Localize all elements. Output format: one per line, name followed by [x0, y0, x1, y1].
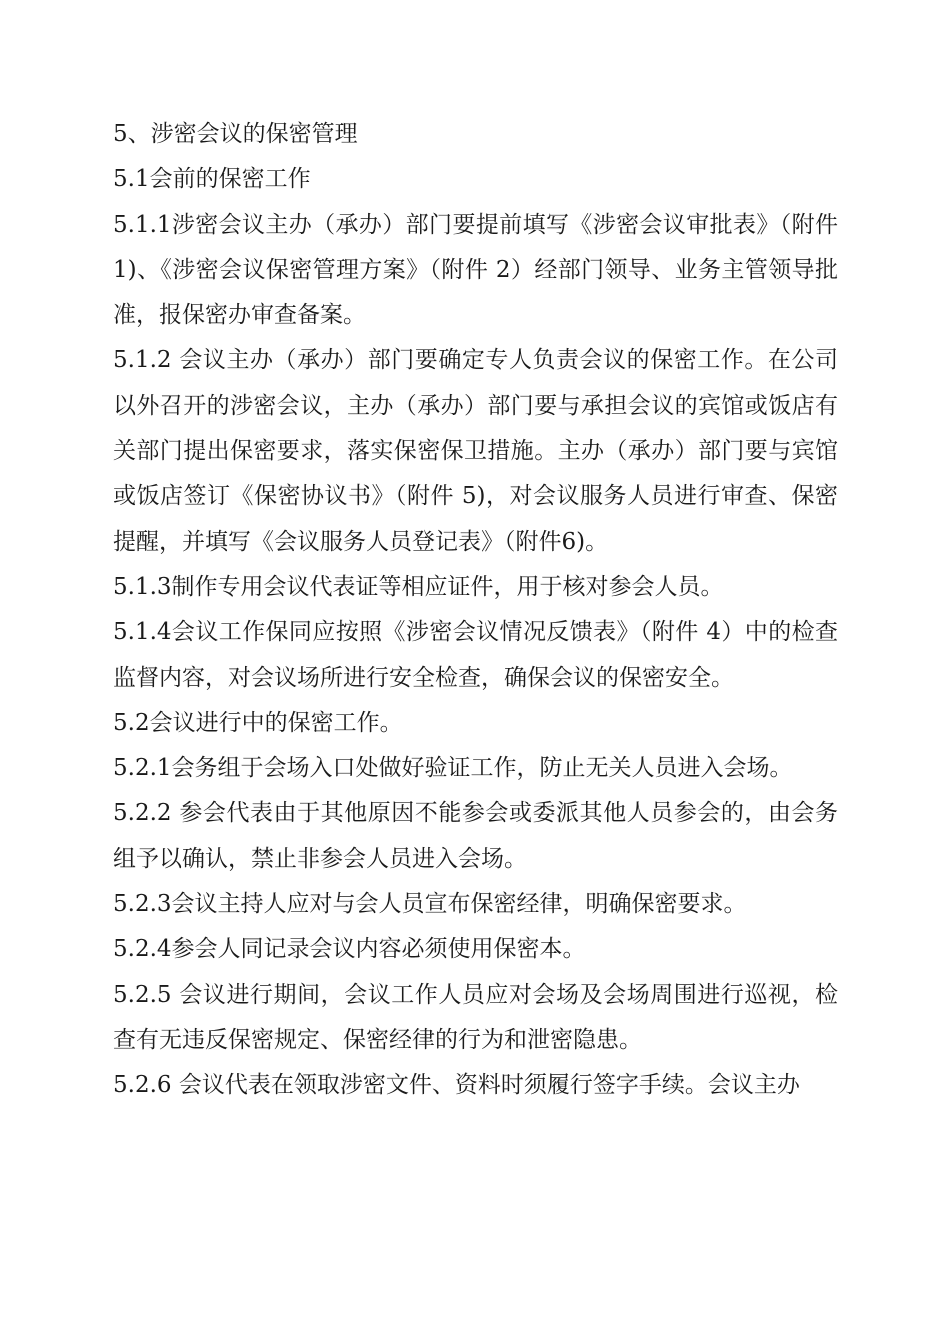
paragraph: 5.1.2 会议主办（承办）部门要确定专人负责会议的保密工作。在公司以外召开的涉密会议，主办（承办）部门要与承担会议的宾馆或饭店有关部门提出保密要求，落实保密保卫措施。主办（承办）部门要与宾馆或饭店签订《保密协议书》（附件 5)，对会议服务人员进行审查、保密提醒，并填写《会议服务人员登记表》（附件6)。: [113, 347, 838, 555]
paragraph: 5.2.6 会议代表在领取涉密文件、资料时须履行签字手续。会议主办: [113, 1072, 800, 1099]
paragraph: 5.2.5 会议进行期间，会议工作人员应对会场及会场周围进行巡视，检查有无违反保密规定、保密经律的行为和泄密隐患。: [113, 981, 838, 1053]
section-heading: 5、涉密会议的保密管理: [113, 121, 358, 147]
paragraph: 5.1.1涉密会议主办（承办）部门要提前填写《涉密会议审批表》（附件 1)、《涉密会议保密管理方案》（附件 2）经部门领导、业务主管领导批准，报保密办审查备案。: [113, 211, 838, 329]
paragraph: 5.1.4会议工作保同应按照《涉密会议情况反馈表》（附件 4）中的检查监督内容，对会议场所进行安全检查，确保会议的保密安全。: [113, 619, 838, 691]
paragraph: 5.2.3会议主持人应对与会人员宣布保密经律，明确保密要求。: [113, 891, 747, 918]
paragraph: 5.2.4参会人同记录会议内容必须使用保密本。: [113, 936, 586, 963]
subsection-heading: 5.1会前的保密工作: [113, 166, 311, 193]
document-body: [113, 112, 838, 1109]
paragraph: 5.2.1会务组于会场入口处做好验证工作，防止无关人员进入会场。: [113, 755, 793, 782]
subsection-heading: 5.2会议进行中的保密工作。: [113, 709, 403, 736]
paragraph: 5.2.2 参会代表由于其他原因不能参会或委派其他人员参会的，由会务组予以确认，禁止非参会人员进入会场。: [113, 800, 838, 872]
paragraph: 5.1.3制作专用会议代表证等相应证件，用于核对参会人员。: [113, 573, 724, 600]
